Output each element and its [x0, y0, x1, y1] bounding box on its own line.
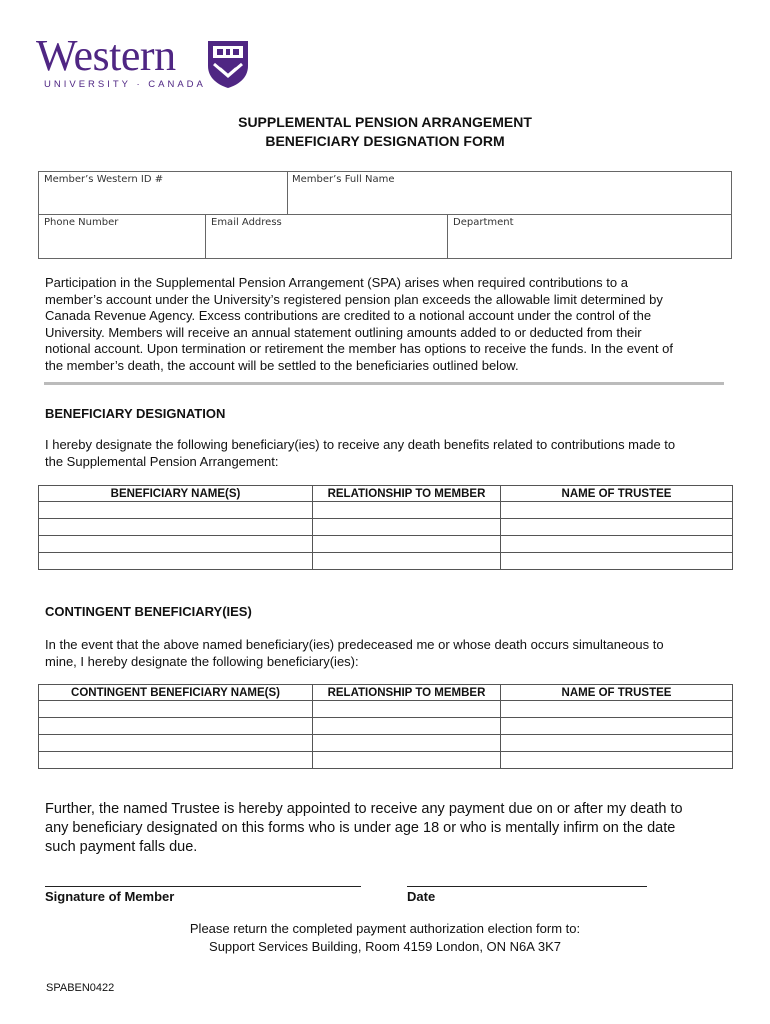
member-id-label: Member’s Western ID #	[44, 174, 164, 185]
contingent-name-cell[interactable]	[39, 735, 313, 752]
relationship-cell[interactable]	[313, 718, 501, 735]
date-label: Date	[407, 889, 436, 904]
trustee-cell[interactable]	[501, 752, 733, 769]
divider	[38, 214, 732, 215]
closing-line: any beneficiary designated on this forms who is under age 18 or who is mentally infirm on the date	[45, 820, 676, 836]
closing-line: such payment falls due.	[45, 839, 198, 855]
form-title-line2: BENEFICIARY DESIGNATION FORM	[265, 133, 505, 149]
relationship-cell[interactable]	[313, 553, 501, 570]
contingent-name-cell[interactable]	[39, 701, 313, 718]
beneficiary-text-line: the Supplemental Pension Arrangement:	[45, 453, 279, 469]
contingent-name-cell[interactable]	[39, 718, 313, 735]
contingent-text-line: mine, I hereby designate the following beneficiary(ies):	[45, 653, 359, 669]
email-field[interactable]	[209, 231, 443, 256]
signature-label: Signature of Member	[45, 889, 175, 904]
beneficiary-name-cell[interactable]	[39, 502, 313, 519]
intro-line: University. Members will receive an annual statement outlining amounts added to or deducted from their	[45, 324, 642, 340]
closing-line: Further, the named Trustee is hereby appointed to receive any payment due on or after my death to	[45, 801, 683, 817]
contingent-text	[45, 637, 735, 670]
divider	[205, 214, 206, 259]
form-title-line1: SUPPLEMENTAL PENSION ARRANGEMENT	[238, 114, 532, 130]
relationship-cell[interactable]	[313, 536, 501, 553]
university-logo-wordmark: Western	[36, 31, 176, 80]
intro-line: member’s account under the University’s registered pension plan exceeds the allowable limit determined by	[45, 291, 663, 307]
department-label: Department	[453, 217, 514, 228]
table-header-row	[39, 486, 733, 502]
trustee-cell[interactable]	[501, 502, 733, 519]
beneficiary-name-cell[interactable]	[39, 553, 313, 570]
intro-paragraph	[45, 275, 735, 374]
relationship-cell[interactable]	[313, 502, 501, 519]
table-row	[39, 752, 733, 769]
beneficiary-text	[45, 437, 735, 470]
contingent-name-cell[interactable]	[39, 752, 313, 769]
form-code: SPABEN0422	[46, 982, 115, 994]
divider	[447, 214, 448, 259]
phone-label: Phone Number	[44, 217, 119, 228]
table-row	[39, 735, 733, 752]
table-row	[39, 519, 733, 536]
university-crest-icon	[205, 38, 251, 90]
contingent-table	[38, 684, 733, 769]
column-header: NAME OF TRUSTEE	[501, 486, 733, 502]
table-header-row	[39, 685, 733, 701]
section-divider	[44, 382, 724, 385]
trustee-cell[interactable]	[501, 553, 733, 570]
table-row	[39, 536, 733, 553]
trustee-cell[interactable]	[501, 701, 733, 718]
beneficiary-table	[38, 485, 733, 570]
trustee-cell[interactable]	[501, 536, 733, 553]
column-header: RELATIONSHIP TO MEMBER	[313, 486, 501, 502]
relationship-cell[interactable]	[313, 701, 501, 718]
phone-field[interactable]	[42, 231, 200, 256]
table-row	[39, 701, 733, 718]
return-address: Support Services Building, Room 4159 London, ON N6A 3K7	[209, 939, 561, 954]
column-header: NAME OF TRUSTEE	[501, 685, 733, 701]
member-name-field[interactable]	[291, 188, 727, 212]
beneficiary-heading: BENEFICIARY DESIGNATION	[45, 406, 226, 421]
member-id-field[interactable]	[42, 188, 282, 212]
trustee-paragraph	[45, 800, 745, 857]
contingent-heading: CONTINGENT BENEFICIARY(IES)	[45, 604, 252, 619]
signature-line[interactable]	[45, 886, 361, 887]
contingent-text-line: In the event that the above named beneficiary(ies) predeceased me or whose death occurs simultaneous to	[45, 637, 664, 652]
table-row	[39, 718, 733, 735]
trustee-cell[interactable]	[501, 519, 733, 536]
intro-line: the member’s death, the account will be settled to the beneficiaries outlined below.	[45, 357, 519, 373]
return-instructions: Please return the completed payment authorization election form to:	[189, 921, 581, 936]
table-row	[39, 553, 733, 570]
university-logo-tagline: UNIVERSITY · CANADA	[44, 79, 206, 90]
email-label: Email Address	[211, 217, 282, 228]
intro-line: notional account. Upon termination or retirement the member has options to receive the funds. In the event of	[45, 341, 673, 356]
relationship-cell[interactable]	[313, 752, 501, 769]
beneficiary-name-cell[interactable]	[39, 519, 313, 536]
column-header: RELATIONSHIP TO MEMBER	[313, 685, 501, 701]
intro-line: Canada Revenue Agency. Excess contributions are credited to a notional account under the control of the	[45, 308, 652, 323]
divider	[287, 171, 288, 214]
column-header: BENEFICIARY NAME(S)	[39, 486, 313, 502]
relationship-cell[interactable]	[313, 519, 501, 536]
date-line[interactable]	[407, 886, 647, 887]
column-header: CONTINGENT BENEFICIARY NAME(S)	[39, 685, 313, 701]
relationship-cell[interactable]	[313, 735, 501, 752]
intro-line: Participation in the Supplemental Pension Arrangement (SPA) arises when required contributions to a	[45, 275, 628, 290]
table-row	[39, 502, 733, 519]
trustee-cell[interactable]	[501, 735, 733, 752]
department-field[interactable]	[451, 231, 728, 256]
member-name-label: Member’s Full Name	[292, 174, 395, 185]
beneficiary-text-line: I hereby designate the following beneficiary(ies) to receive any death benefits related to contributions made to	[45, 437, 676, 452]
trustee-cell[interactable]	[501, 718, 733, 735]
beneficiary-name-cell[interactable]	[39, 536, 313, 553]
